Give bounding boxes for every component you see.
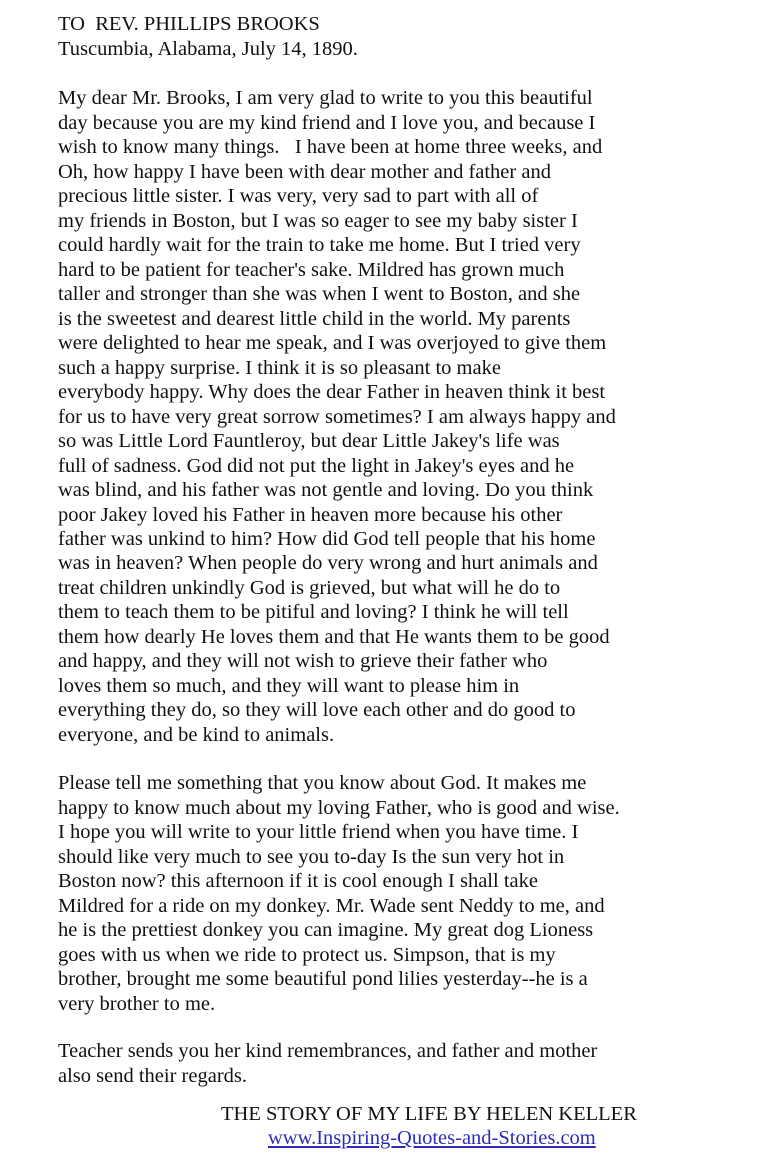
paragraph-line: Teacher sends you her kind remembrances, and father and mother <box>58 1040 598 1062</box>
paragraph-line: Oh, how happy I have been with dear mother and father and <box>58 161 551 183</box>
paragraph-line: was in heaven? When people do very wrong and hurt animals and <box>58 552 598 574</box>
paragraph-line: and happy, and they will not wish to grieve their father who <box>58 650 548 672</box>
paragraph-line: is the sweetest and dearest little child in the world. My parents <box>58 308 571 330</box>
paragraph-line: also send their regards. <box>58 1065 247 1087</box>
paragraph-line: brother, brought me some beautiful pond lilies yesterday--he is a <box>58 968 588 990</box>
letter-place-date: Tuscumbia, Alabama, July 14, 1890. <box>58 38 358 60</box>
paragraph-line: for us to have very great sorrow sometimes? I am always happy and <box>58 406 616 428</box>
website-link[interactable]: www.Inspiring-Quotes-and-Stories.com <box>268 1127 596 1149</box>
paragraph-line: so was Little Lord Fauntleroy, but dear Little Jakey's life was <box>58 430 560 452</box>
paragraph-line: could hardly wait for the train to take me home. But I tried very <box>58 234 581 256</box>
paragraph-line: loves them so much, and they will want to please him in <box>58 675 520 697</box>
paragraph-line: should like very much to see you to-day Is the sun very hot in <box>58 846 565 868</box>
paragraph-line: full of sadness. God did not put the light in Jakey's eyes and he <box>58 455 575 477</box>
paragraph-line: he is the prettiest donkey you can imagine. My great dog Lioness <box>58 919 594 941</box>
paragraph-line: day because you are my kind friend and I love you, and because I <box>58 112 596 134</box>
paragraph-line: I hope you will write to your little friend when you have time. I <box>58 821 579 843</box>
paragraph-line: wish to know many things. I have been at home three weeks, and <box>58 136 603 158</box>
paragraph-line: Please tell me something that you know about God. It makes me <box>58 772 587 794</box>
paragraph-line: treat children unkindly God is grieved, but what will he do to <box>58 577 561 599</box>
paragraph-line: were delighted to hear me speak, and I was overjoyed to give them <box>58 332 607 354</box>
paragraph-line: them how dearly He loves them and that He wants them to be good <box>58 626 610 648</box>
paragraph-line: everything they do, so they will love each other and do good to <box>58 699 576 721</box>
paragraph-line: such a happy surprise. I think it is so pleasant to make <box>58 357 501 379</box>
paragraph-line: Mildred for a ride on my donkey. Mr. Wade sent Neddy to me, and <box>58 895 605 917</box>
letter-recipient: TO REV. PHILLIPS BROOKS <box>58 13 320 35</box>
paragraph-line: everybody happy. Why does the dear Father in heaven think it best <box>58 381 606 403</box>
paragraph-line: Boston now? this afternoon if it is cool enough I shall take <box>58 870 538 892</box>
paragraph-line: my friends in Boston, but I was so eager to see my baby sister I <box>58 210 578 232</box>
paragraph-line: happy to know much about my loving Father, who is good and wise. <box>58 797 620 819</box>
paragraph-line: was blind, and his father was not gentle and loving. Do you think <box>58 479 594 501</box>
paragraph-line: My dear Mr. Brooks, I am very glad to write to you this beautiful <box>58 87 593 109</box>
paragraph-line: taller and stronger than she was when I went to Boston, and she <box>58 283 581 305</box>
paragraph-line: father was unkind to him? How did God tell people that his home <box>58 528 596 550</box>
paragraph-line: precious little sister. I was very, very sad to part with all of <box>58 185 539 207</box>
paragraph-line: everyone, and be kind to animals. <box>58 724 335 746</box>
paragraph-line: very brother to me. <box>58 993 216 1015</box>
paragraph-line: poor Jakey loved his Father in heaven more because his other <box>58 504 563 526</box>
paragraph-line: hard to be patient for teacher's sake. Mildred has grown much <box>58 259 565 281</box>
paragraph-line: goes with us when we ride to protect us. Simpson, that is my <box>58 944 556 966</box>
book-credit: THE STORY OF MY LIFE BY HELEN KELLER <box>221 1103 637 1125</box>
paragraph-line: them to teach them to be pitiful and loving? I think he will tell <box>58 601 569 623</box>
